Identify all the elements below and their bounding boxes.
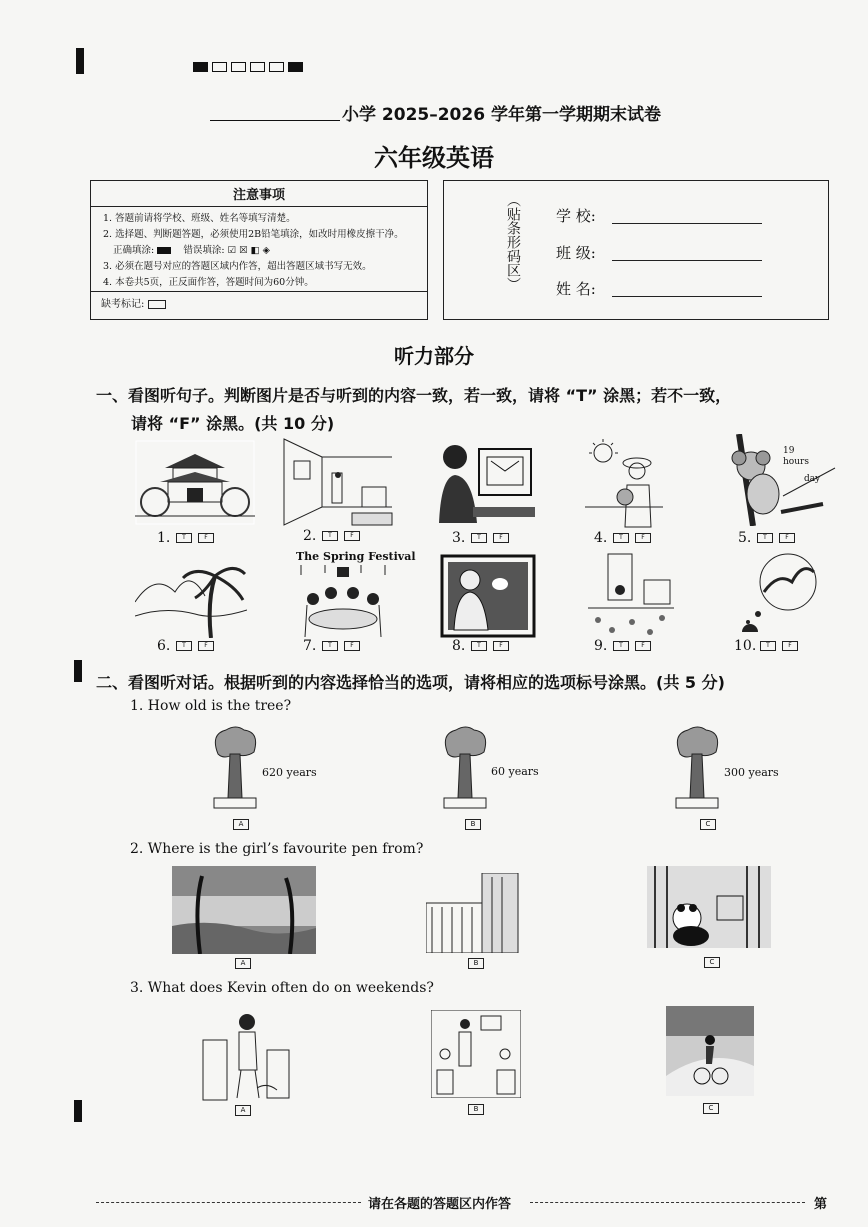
item-1-f[interactable]: F bbox=[198, 533, 214, 543]
notes-heading: 注意事项 bbox=[91, 181, 427, 207]
part1-instruction-1: 一、看图听句子。判断图片是否与听到的内容一致，若一致，请将 “T” 涂黑；若不一致， bbox=[96, 386, 732, 405]
tree-a-picture bbox=[210, 724, 260, 816]
tree-c-age: 300 years bbox=[724, 766, 779, 779]
correct-fill-icon bbox=[157, 247, 171, 254]
item-5-t[interactable]: T bbox=[757, 533, 773, 543]
item-10-options bbox=[754, 641, 798, 651]
fill-example bbox=[103, 243, 417, 259]
item-4-t[interactable]: T bbox=[613, 533, 629, 543]
picture-9-messy-room bbox=[588, 550, 674, 640]
question-1: 1. How old is the tree? bbox=[130, 698, 292, 714]
note-item: 3. 必须在题号对应的答题区域内作答，超出答题区域书写无效。 bbox=[103, 261, 372, 272]
item-10-f[interactable]: F bbox=[782, 641, 798, 651]
item-6-options bbox=[170, 641, 214, 651]
q2-option-a[interactable]: A bbox=[235, 958, 251, 969]
picture-3-computer bbox=[433, 437, 543, 527]
part1-instruction-2: 请将 “F” 涂黑。(共 10 分) bbox=[131, 414, 335, 433]
item-3-options bbox=[465, 533, 509, 543]
item-4-number: 4. bbox=[594, 530, 608, 546]
item-2-f[interactable]: F bbox=[344, 531, 360, 541]
item-9-number: 9. bbox=[594, 638, 608, 654]
item-9-f[interactable]: F bbox=[635, 641, 651, 651]
item-4-f[interactable]: F bbox=[635, 533, 651, 543]
picture-5-koala bbox=[723, 434, 838, 526]
note-item: 2. 选择题、判断题答题，必须使用2B铅笔填涂，如改时用橡皮擦干净。 bbox=[103, 229, 404, 240]
picture-2-room bbox=[282, 437, 394, 527]
alignment-marker-mid bbox=[74, 660, 82, 682]
wrong-fill-icon: ☑ ☒ ◧ ◈ bbox=[227, 245, 270, 256]
school-label: 学 校: bbox=[556, 207, 596, 225]
school-input-line[interactable] bbox=[612, 223, 762, 224]
q1-option-b[interactable]: B bbox=[465, 819, 481, 830]
item-5-options bbox=[751, 533, 795, 543]
item-10-t[interactable]: T bbox=[760, 641, 776, 651]
tree-b-age: 60 years bbox=[491, 765, 539, 778]
student-info-box bbox=[443, 180, 829, 320]
class-input-line[interactable] bbox=[612, 260, 762, 261]
exam-code-squares bbox=[193, 57, 307, 76]
building-picture bbox=[426, 873, 522, 953]
picture-6-beach bbox=[135, 552, 247, 638]
question-2: 2. Where is the girl’s favourite pen from? bbox=[130, 841, 424, 857]
item-1-number: 1. bbox=[157, 530, 171, 546]
item-9-t[interactable]: T bbox=[613, 641, 629, 651]
note-item: 1. 答题前请将学校、班级、姓名等填写清楚。 bbox=[103, 213, 296, 224]
note-item: 4. 本卷共5页，正反面作答，答题时间为60分钟。 bbox=[103, 277, 314, 288]
part2-instruction: 二、看图听对话。根据听到的内容选择恰当的选项，请将相应的选项标号涂黑。(共 5 分) bbox=[96, 673, 725, 692]
beach-picture bbox=[172, 866, 316, 954]
picture-10-great-wall bbox=[738, 552, 818, 632]
question-3: 3. What does Kevin often do on weekends? bbox=[130, 980, 434, 996]
item-3-f[interactable]: F bbox=[493, 533, 509, 543]
q3-option-a[interactable]: A bbox=[235, 1105, 251, 1116]
item-7-options bbox=[316, 641, 360, 651]
item-2-number: 2. bbox=[303, 528, 317, 544]
q1-option-a[interactable]: A bbox=[233, 819, 249, 830]
name-label: 姓 名: bbox=[556, 280, 596, 298]
item-9-options bbox=[607, 641, 651, 651]
item-6-t[interactable]: T bbox=[176, 641, 192, 651]
footer-text: 请在各题的答题区内作答 bbox=[368, 1197, 512, 1212]
item-8-t[interactable]: T bbox=[471, 641, 487, 651]
visiting-picture bbox=[431, 1010, 521, 1098]
name-input-line[interactable] bbox=[612, 296, 762, 297]
item-7-number: 7. bbox=[303, 638, 317, 654]
q2-option-b[interactable]: B bbox=[468, 958, 484, 969]
barcode-area-label: （贴条形码区） bbox=[505, 193, 521, 291]
item-8-f[interactable]: F bbox=[493, 641, 509, 651]
picture-5-hours-text: 19 hours bbox=[783, 446, 809, 467]
class-label: 班 级: bbox=[556, 244, 596, 262]
q3-option-c[interactable]: C bbox=[703, 1103, 719, 1114]
item-7-t[interactable]: T bbox=[322, 641, 338, 651]
q3-option-b[interactable]: B bbox=[468, 1104, 484, 1115]
cleaning-picture bbox=[197, 1010, 292, 1102]
exam-subtitle: 六年级英语 bbox=[374, 144, 494, 172]
tree-c-picture bbox=[672, 724, 722, 816]
footer-page: 第 bbox=[814, 1197, 828, 1212]
notes-box bbox=[90, 180, 428, 320]
item-6-f[interactable]: F bbox=[198, 641, 214, 651]
school-blank-line bbox=[210, 120, 340, 121]
alignment-marker-bottom bbox=[74, 1100, 82, 1122]
item-2-options bbox=[316, 531, 360, 541]
picture-7-festival-title: The Spring Festival bbox=[296, 550, 416, 563]
alignment-marker-top bbox=[76, 48, 84, 74]
tree-b-picture bbox=[440, 724, 490, 816]
footer-dash-right bbox=[530, 1202, 805, 1203]
item-6-number: 6. bbox=[157, 638, 171, 654]
q2-option-c[interactable]: C bbox=[704, 957, 720, 968]
picture-7-spring-festival bbox=[295, 565, 391, 640]
footer-dash-left bbox=[96, 1202, 361, 1203]
cycling-picture bbox=[666, 1006, 754, 1096]
item-5-f[interactable]: F bbox=[779, 533, 795, 543]
exam-title: 小学 2025–2026 学年第一学期期末试卷 bbox=[342, 105, 661, 125]
picture-4-farmer bbox=[585, 437, 663, 529]
item-8-number: 8. bbox=[452, 638, 466, 654]
item-1-options bbox=[170, 533, 214, 543]
item-10-number: 10. bbox=[734, 638, 757, 654]
item-3-number: 3. bbox=[452, 530, 466, 546]
tree-a-age: 620 years bbox=[262, 766, 317, 779]
absent-mark-label: 缺考标记: bbox=[101, 299, 145, 310]
picture-1-temple bbox=[135, 440, 255, 525]
absent-mark-box[interactable] bbox=[148, 300, 166, 309]
item-8-options bbox=[465, 641, 509, 651]
correct-fill-label: 正确填涂: bbox=[113, 245, 155, 256]
item-1-t[interactable]: T bbox=[176, 533, 192, 543]
q1-option-c[interactable]: C bbox=[700, 819, 716, 830]
panda-picture bbox=[647, 866, 771, 948]
item-5-number: 5. bbox=[738, 530, 752, 546]
picture-8-cleaning-window bbox=[440, 554, 536, 638]
section-title: 听力部分 bbox=[394, 344, 474, 368]
item-4-options bbox=[607, 533, 651, 543]
item-7-f[interactable]: F bbox=[344, 641, 360, 651]
item-3-t[interactable]: T bbox=[471, 533, 487, 543]
item-2-t[interactable]: T bbox=[322, 531, 338, 541]
wrong-fill-label: 错误填涂: bbox=[183, 245, 225, 256]
picture-5-day-text: day bbox=[804, 474, 821, 484]
